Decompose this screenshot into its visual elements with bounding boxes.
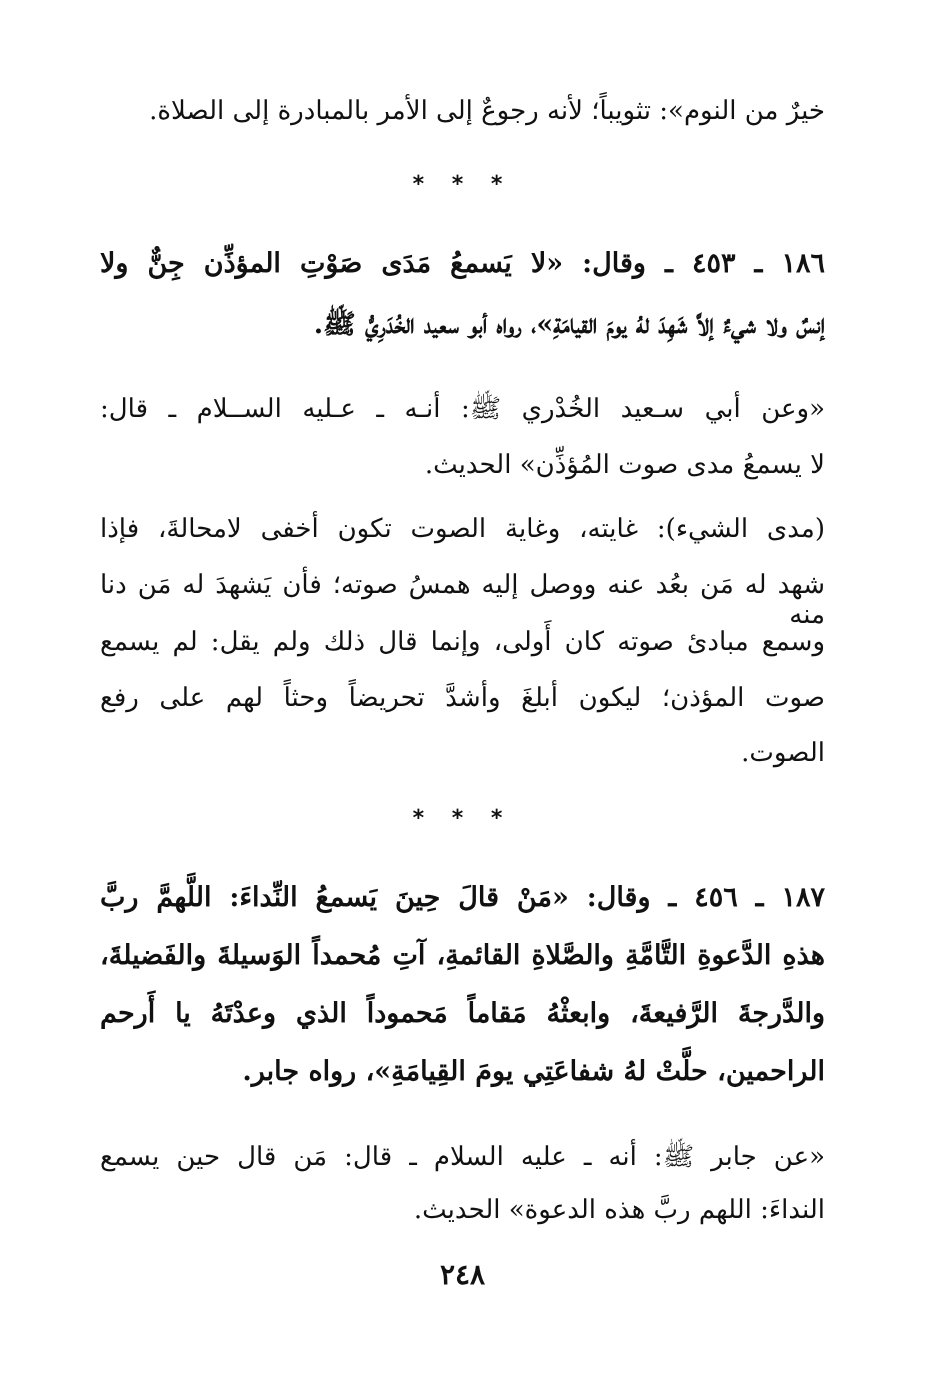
page-number: ٢٤٨ [439, 1258, 486, 1291]
hadith-186-line-1: ١٨٦ ـ ٤٥٣ ـ وقال: «لا يَسمعُ مَدَى صَوْتِ المؤذِّن جِنٌّ ولا [100, 248, 825, 279]
commentary-186-explanation-line-5: الصوت. [741, 738, 825, 768]
commentary-186-explanation-line-1: (مدى الشيء): غايته، وغاية الصوت تكون أخفى لامحالةَ، فإذا [100, 514, 825, 544]
hadith-187-line-1: ١٨٧ ـ ٤٥٦ ـ وقال: «مَنْ قالَ حِينَ يَسمعُ النِّداءَ: اللَّهمَّ ربَّ [100, 882, 825, 913]
hadith-186-line-2: إنسٌ ولا شيءٌ إلاَّ شَهِدَ لهُ يومَ القيامَةِ»، رواه أبو سعيد الخُدَرِيُّ ﷺ. [313, 309, 825, 340]
section-separator: * * * [412, 172, 513, 197]
book-page [100, 0, 825, 1376]
commentary-186-explanation-line-2: شهد له مَن بعُد عنه ووصل إليه همسُ صوته؛ فأن يَشهدَ له مَن دنا منه [100, 570, 825, 630]
commentary-186-explanation-line-4: صوت المؤذن؛ ليكون أبلغَ وأشدَّ تحريضاً وحثاً لهم على رفع [100, 683, 825, 713]
section-separator: * * * [412, 806, 513, 831]
commentary-187-source-line-2: النداءَ: اللهم ربَّ هذه الدعوة» الحديث. [413, 1195, 825, 1225]
intro-line: خيرٌ من النوم»: تثويباً؛ لأنه رجوعٌ إلى الأمر بالمبادرة إلى الصلاة. [149, 96, 825, 126]
hadith-187-line-4: الراحمين، حلَّتْ لهُ شفاعَتِي يومَ القِيامَةِ»، رواه جابر. [242, 1056, 825, 1087]
commentary-186-explanation-line-3: وسمع مبادئ صوته كان أَولى، وإنما قال ذلك ولم يقل: لم يسمع [100, 627, 825, 657]
hadith-187-line-2: هذهِ الدَّعوةِ التَّامَّةِ والصَّلاةِ القائمةِ، آتِ مُحمداً الوَسيلةَ والفَضيلةَ، [100, 940, 825, 971]
commentary-187-source-line-1: «عن جابر ﷺ: أنه ـ عليه السلام ـ قال: مَن قال حين يسمع [100, 1142, 825, 1172]
commentary-186-source-line-1: «وعن أبي سـعيد الخُدْري ﷺ: أنـه ـ عـليه الســلام ـ قال: [100, 394, 825, 424]
commentary-186-source-line-2: لا يسمعُ مدى صوت المُؤذِّن» الحديث. [424, 450, 825, 480]
hadith-187-line-3: والدَّرجةَ الرَّفيعةَ، وابعثْهُ مَقاماً مَحموداً الذي وعدْتَهُ يا أَرحم [100, 998, 825, 1029]
